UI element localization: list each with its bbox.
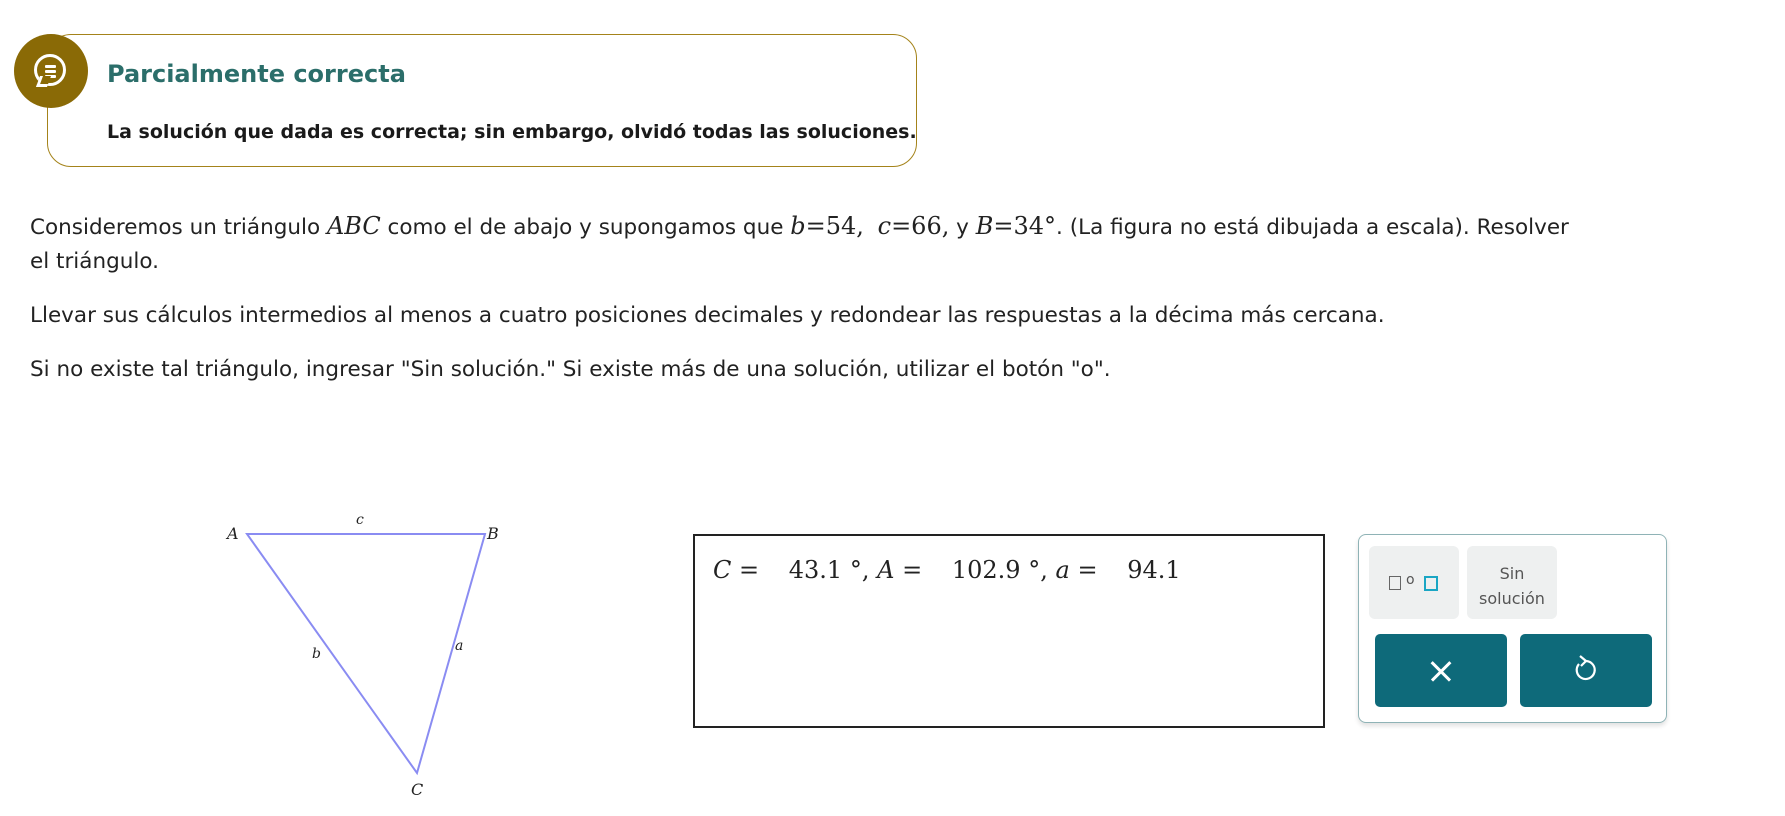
active-box-icon [1424, 576, 1438, 591]
no-solution-button[interactable]: Sin solución [1467, 546, 1557, 619]
or-button[interactable] [1369, 546, 1459, 619]
vertex-label-c: C [411, 780, 424, 799]
side-label-a: a [455, 638, 464, 654]
problem-statement: Consideremos un triángulo ABC como el de abajo y supongamos que b=54, c=66, y B=34°. (La figura no está dibujada a escala). Resolver [30, 212, 1569, 240]
triangle-shape [247, 534, 485, 773]
problem-statement-line2: el triángulo. [30, 249, 159, 274]
feedback-title: Parcialmente correcta [107, 60, 406, 88]
undo-button[interactable] [1520, 634, 1652, 707]
feedback-box [47, 34, 917, 167]
undo-icon [1520, 634, 1652, 707]
placeholder-box-icon [1389, 576, 1401, 590]
instructions-rounding: Llevar sus cálculos intermedios al menos a cuatro posiciones decimales y redondear las respuestas a la décima más cercana. [30, 303, 1385, 328]
answer-keypad [1358, 534, 1667, 723]
vertex-label-b: B [487, 524, 499, 543]
chat-bubble-icon [14, 34, 88, 108]
triangle-figure [200, 500, 520, 810]
clear-button[interactable] [1375, 634, 1507, 707]
or-symbol: o [1406, 572, 1415, 588]
instructions-no-solution: Si no existe tal triángulo, ingresar "Sin solución." Si existe más de una solución, utilizar el botón "o". [30, 357, 1111, 382]
answer-expression: C = 43.1 °, A = 102.9 °, a = 94.1 [713, 556, 1181, 584]
vertex-label-a: A [227, 524, 239, 543]
side-label-c: c [356, 512, 364, 528]
feedback-message: La solución que dada es correcta; sin embargo, olvidó todas las soluciones. [107, 121, 917, 143]
side-label-b: b [312, 646, 321, 662]
answer-input[interactable] [693, 534, 1325, 728]
